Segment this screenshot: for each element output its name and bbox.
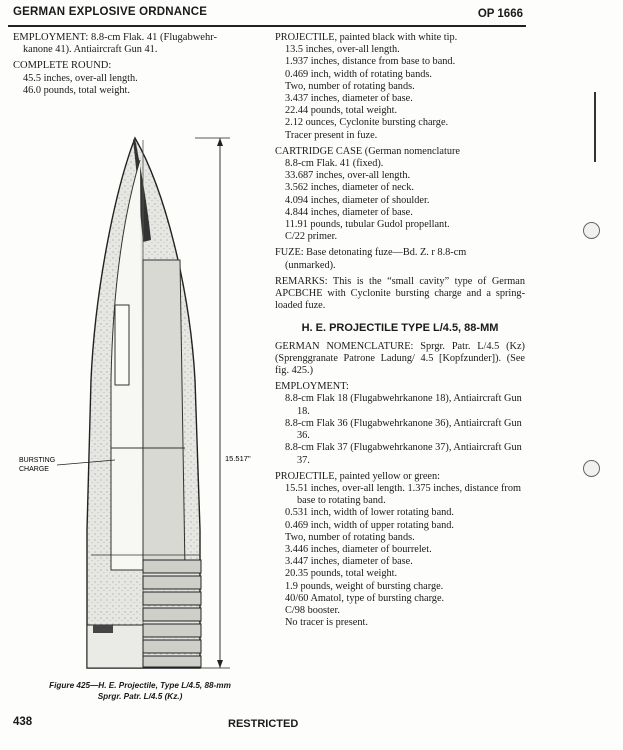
fuze-line: (unmarked). xyxy=(285,259,336,271)
length-dimension-label: 15.517" xyxy=(225,454,251,463)
spec-line: Two, number of rotating bands. xyxy=(285,531,415,543)
employment-heading: EMPLOYMENT: 8.8-cm Flak. 41 (Flugabwehr- xyxy=(13,32,217,43)
spec-line: 22.44 pounds, total weight. xyxy=(285,105,398,117)
spec-line: 33.687 inches, over-all length. xyxy=(285,170,411,182)
fuze-heading: FUZE: Base detonating fuze—Bd. Z. r 8.8-cm xyxy=(275,247,467,259)
header-rule xyxy=(8,25,526,27)
spec-line: 3.562 inches, diameter of neck. xyxy=(285,182,414,194)
spec-line: Two, number of rotating bands. xyxy=(285,80,415,92)
spec-line: 0.469 inch, width of upper rotating band. xyxy=(285,519,455,531)
spec-line: 1.9 pounds, weight of bursting charge. xyxy=(285,580,444,592)
employment-item: 8.8-cm Flak 37 (Flugabwehrkanone 37), Antiaircraft Gun 37. xyxy=(285,442,522,466)
spec-line: 1.937 inches, distance from base to band. xyxy=(285,56,456,68)
section-title: H. E. PROJECTILE TYPE L/4.5, 88-MM xyxy=(301,322,499,335)
spec-line: No tracer is present. xyxy=(285,617,368,629)
projectile-drawing xyxy=(15,130,265,675)
employment-item: 8.8-cm Flak 36 (Flugabwehrkanone 36), Antiaircraft Gun 36. xyxy=(285,417,522,442)
projectile-heading: PROJECTILE, painted black with white tip. xyxy=(275,32,458,43)
complete-round-line: 45.5 inches, over-all length. xyxy=(23,72,138,84)
spec-line: C/98 booster. xyxy=(285,604,340,616)
cartridge-nomenclature: 8.8-cm Flak. 41 (fixed). xyxy=(285,158,384,170)
figure-caption: Figure 425—H. E. Projectile, Type L/4.5, 88-mm Sprgr. Patr. L/4.5 (Kz.) xyxy=(49,681,231,701)
spec-line: 11.91 pounds, tubular Gudol propellant. xyxy=(285,219,450,231)
cartridge-heading: CARTRIDGE CASE (German nomenclature xyxy=(275,145,460,157)
spec-line: Tracer present in fuze. xyxy=(285,129,378,141)
complete-round-line: 46.0 pounds, total weight. xyxy=(23,84,130,96)
spec-line: 2.12 ounces, Cyclonite bursting charge. xyxy=(285,117,449,129)
running-header-doc-number: OP 1666 xyxy=(477,8,523,20)
employment-line: kanone 41). Antiaircraft Gun 41. xyxy=(23,44,158,56)
page-number: 438 xyxy=(13,716,33,728)
spec-line: 0.531 inch, width of lower rotating band. xyxy=(285,507,455,519)
spec-line: 40/60 Amatol, type of bursting charge. xyxy=(285,592,445,604)
spec-line: C/22 primer. xyxy=(285,231,338,243)
bursting-charge-label: BURSTING xyxy=(19,457,56,464)
binder-hole xyxy=(583,222,600,239)
spec-line: 20.35 pounds, total weight. xyxy=(285,568,398,580)
complete-round-heading: COMPLETE ROUND: xyxy=(13,60,112,72)
classification-marking: RESTRICTED xyxy=(228,718,299,730)
employment-heading-2: EMPLOYMENT: xyxy=(275,381,349,393)
left-column xyxy=(13,32,268,97)
margin-mark xyxy=(594,92,596,162)
spec-line: 4.094 inches, diameter of shoulder. xyxy=(285,194,430,206)
remarks-paragraph: REMARKS: This is the “small cavity” type of German APCBCHE with Cyclonite bursting charge and a spring-loaded fuze. xyxy=(275,275,525,312)
running-header-title: GERMAN EXPLOSIVE ORDNANCE xyxy=(13,6,208,18)
projectile2-heading: PROJECTILE, painted yellow or green: xyxy=(275,470,441,482)
spec-line: 15.51 inches, over-all length. 1.375 inches, distance from base to rotating band. xyxy=(285,482,521,507)
spec-line: 0.469 inch, width of rotating bands. xyxy=(285,68,432,80)
nomenclature-paragraph: GERMAN NOMENCLATURE: Sprgr. Patr. L/4.5 (Kz) (Sprenggranate Patrone Ladung/ 4.5 [Kopfzunder]). (See fig. 425.) xyxy=(275,340,525,377)
spec-line: 3.447 inches, diameter of base. xyxy=(285,556,413,568)
spec-line: 4.844 inches, diameter of base. xyxy=(285,206,413,218)
spec-line: 3.446 inches, diameter of bourrelet. xyxy=(285,543,432,555)
projectile-figure xyxy=(15,130,265,675)
employment-item: 8.8-cm Flak 18 (Flugabwehrkanone 18), Antiaircraft Gun 18. xyxy=(285,393,522,417)
spec-line: 13.5 inches, over-all length. xyxy=(285,44,400,56)
binder-hole xyxy=(583,460,600,477)
right-column xyxy=(275,32,525,629)
bursting-charge-label: CHARGE xyxy=(19,466,49,473)
spec-line: 3.437 inches, diameter of base. xyxy=(285,93,413,105)
